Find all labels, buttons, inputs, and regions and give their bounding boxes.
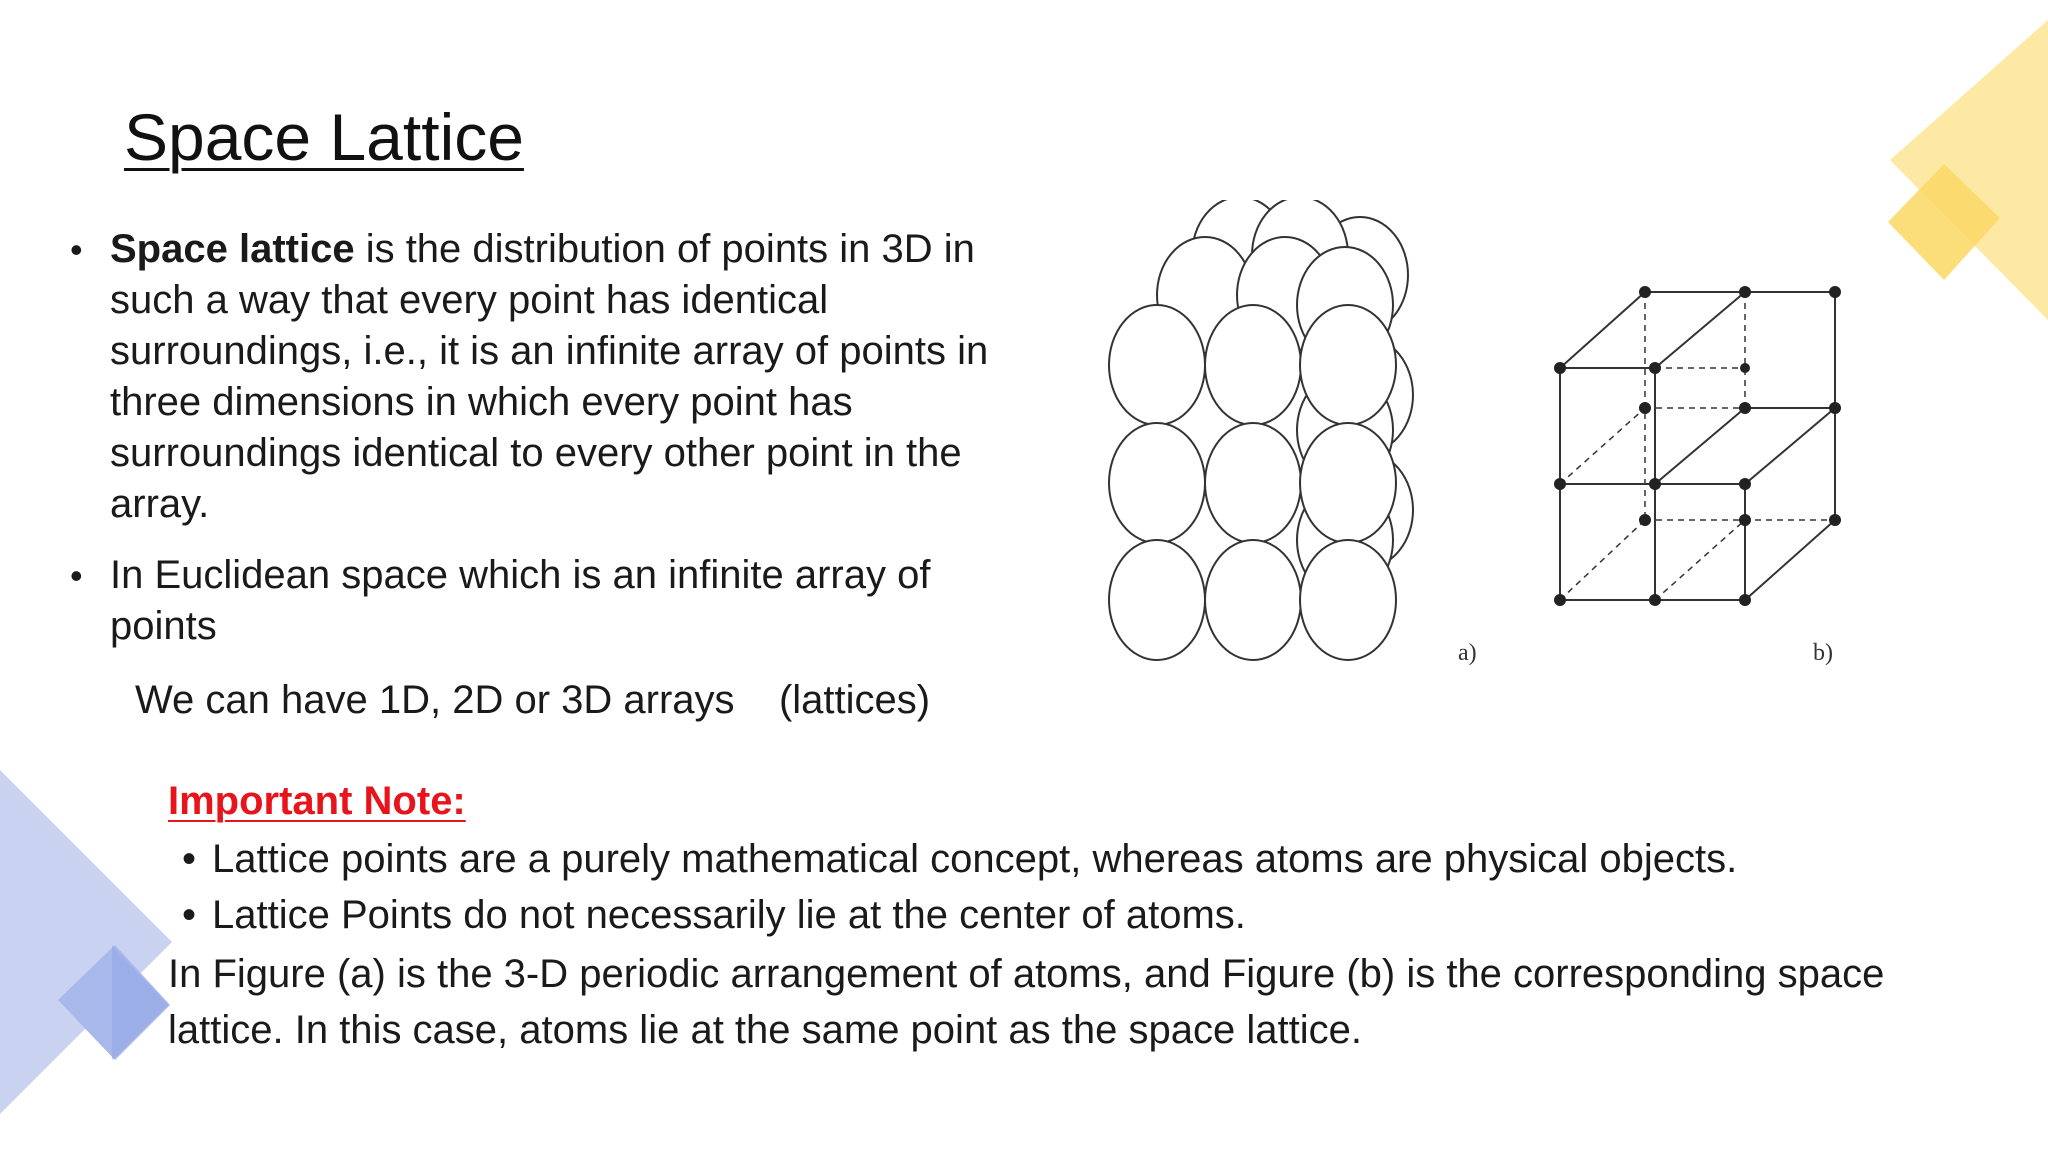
lattice-figure xyxy=(1095,200,1875,680)
atoms-figure-a xyxy=(1109,200,1413,660)
important-note-heading: Important Note: xyxy=(168,779,466,823)
figure-label-a: a) xyxy=(1458,640,1477,666)
note-item-text: Lattice points are a purely mathematical concept, whereas atoms are physical objects. xyxy=(212,837,1738,881)
note-item-text: Lattice Points do not necessarily lie at the center of atoms. xyxy=(212,893,1246,937)
space-lattice-figure-b xyxy=(1560,292,1835,600)
bullet-euclidean-space xyxy=(70,550,990,652)
decorative-yellow-diamonds xyxy=(1860,0,2048,340)
note-item xyxy=(182,890,1246,941)
arrays-line: We can have 1D, 2D or 3D arrays (lattices) xyxy=(135,678,931,722)
bullet-text: In Euclidean space which is an infinite array of points xyxy=(110,553,931,648)
note-bullet-dot: • xyxy=(182,837,197,881)
bullet-space-lattice-definition xyxy=(70,224,990,530)
note-item xyxy=(182,834,1737,885)
bullet-list xyxy=(70,224,990,672)
figure-explanation-paragraph: In Figure (a) is the 3-D periodic arrangement of atoms, and Figure (b) is the corresponding space lattice. In this case, atoms lie at the same point as the space lattice. xyxy=(168,952,1885,1052)
bullet-text: is the distribution of points in 3D in such a way that every point has identical surroundings, i.e., it is an infinite array of points in three dimensions in which every point has surroundings identical to every other point in the array. xyxy=(110,227,989,526)
bullet-bold-term: Space lattice xyxy=(110,227,355,271)
slide-title: Space Lattice xyxy=(124,100,524,174)
note-bullet-dot: • xyxy=(182,893,197,937)
bullet-dot: • xyxy=(70,555,83,596)
figure-label-b: b) xyxy=(1813,640,1833,666)
space-lattice-dashed-lines xyxy=(1560,292,1835,600)
bullet-dot: • xyxy=(70,229,83,270)
decorative-blue-diamonds xyxy=(0,770,180,1152)
